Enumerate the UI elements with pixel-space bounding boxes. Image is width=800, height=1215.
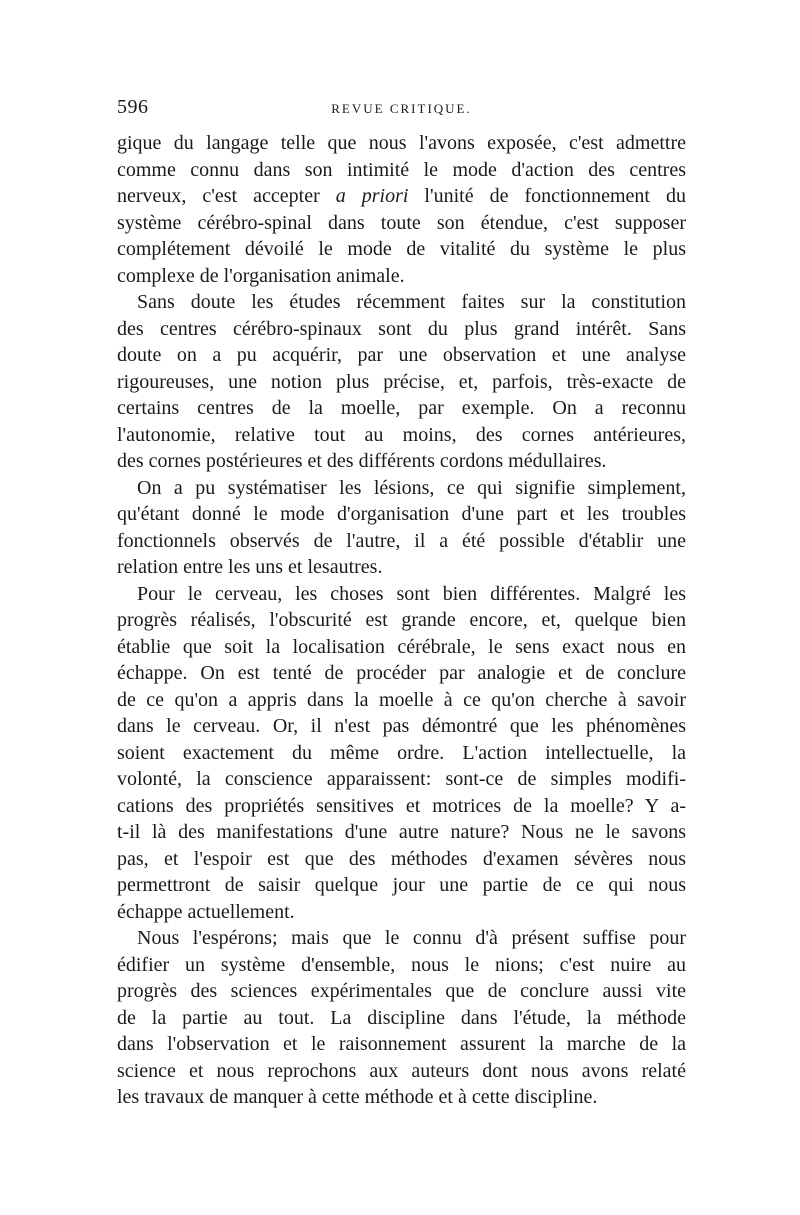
text-line: de la partie au tout. La discipline dans l'étude, la méthode [117,1006,686,1029]
text-line: l'autonomie, relative tout au moins, des cornes antérieures, [117,423,686,446]
text-line: Nous l'espérons; mais que le connu d'à présent suffise pour [137,927,686,949]
text-line: t-il là des manifestations d'une autre nature? Nous ne le savons [117,821,686,843]
text-line: On a pu systématiser les lésions, ce qui signifie simplement, [137,476,686,499]
paragraph [117,130,686,289]
text-line: nerveux, c'est accepter a priori l'unité de fonctionnement du [117,185,686,207]
text-line: dans le cerveau. Or, il n'est pas démontré que les phénomènes [117,715,686,737]
document-page [117,0,686,1215]
text-line: relation entre les uns et lesautres. [117,556,383,578]
running-head [117,96,686,126]
paragraph [117,475,686,581]
text-line: soient exactement du même ordre. L'action intellectuelle, la [117,741,686,764]
paragraph [117,581,686,926]
text-line: certains centres de la moelle, par exemple. On a reconnu [117,397,686,419]
text-line: qu'étant donné le mode d'organisation d'une part et les troubles [117,503,686,525]
text-line: doute on a pu acquérir, par une observation et une analyse [117,344,686,366]
text-line: Pour le cerveau, les choses sont bien différentes. Malgré les [137,582,686,605]
body-text [117,130,686,1111]
text-line: système cérébro-spinal dans toute son étendue, c'est supposer [117,211,686,234]
text-line: Sans doute les études récemment faites sur la constitution [137,291,686,313]
text-line: de ce qu'on a appris dans la moelle à ce qu'on cherche à savoir [117,688,686,711]
text-line: des centres cérébro-spinaux sont du plus grand intérêt. Sans [117,317,686,340]
text-line: complétement dévoilé le mode de vitalité du système le plus [117,238,686,260]
text-line: les travaux de manquer à cette méthode et à cette discipline. [117,1086,598,1108]
text-line: volonté, la conscience apparaissent: sont-ce de simples modifi- [117,768,686,790]
page-number: 596 [117,96,149,118]
text-line: progrès des sciences expérimentales que de conclure aussi vite [117,980,686,1002]
text-line: complexe de l'organisation animale. [117,264,405,287]
text-line: des cornes postérieures et des différents cordons médullaires. [117,450,607,472]
text-line: échappe actuellement. [117,900,295,923]
text-line: permettront de saisir quelque jour une partie de ce qui nous [117,874,686,896]
text-line: fonctionnels observés de l'autre, il a été possible d'établir une [117,529,686,552]
text-line: dans l'observation et le raisonnement assurent la marche de la [117,1033,686,1055]
running-title: REVUE CRITIQUE. [331,101,472,116]
text-line: échappe. On est tenté de procéder par analogie et de conclure [117,662,686,684]
text-line: cations des propriétés sensitives et motrices de la moelle? Y a- [117,794,686,817]
paragraph [117,289,686,475]
text-line: édifier un système d'ensemble, nous le nions; c'est nuire au [117,953,686,976]
text-line: progrès réalisés, l'obscurité est grande encore, et, quelque bien [117,609,686,631]
text-line: établie que soit la localisation cérébrale, le sens exact nous en [117,635,686,658]
paragraph [117,925,686,1111]
text-line: science et nous reprochons aux auteurs dont nous avons relaté [117,1059,686,1082]
text-line: rigoureuses, une notion plus précise, et, parfois, très-exacte de [117,370,686,393]
text-line: pas, et l'espoir est que des méthodes d'examen sévères nous [117,847,686,870]
text-line: comme connu dans son intimité le mode d'action des centres [117,158,686,181]
text-line: gique du langage telle que nous l'avons exposée, c'est admettre [117,132,686,154]
